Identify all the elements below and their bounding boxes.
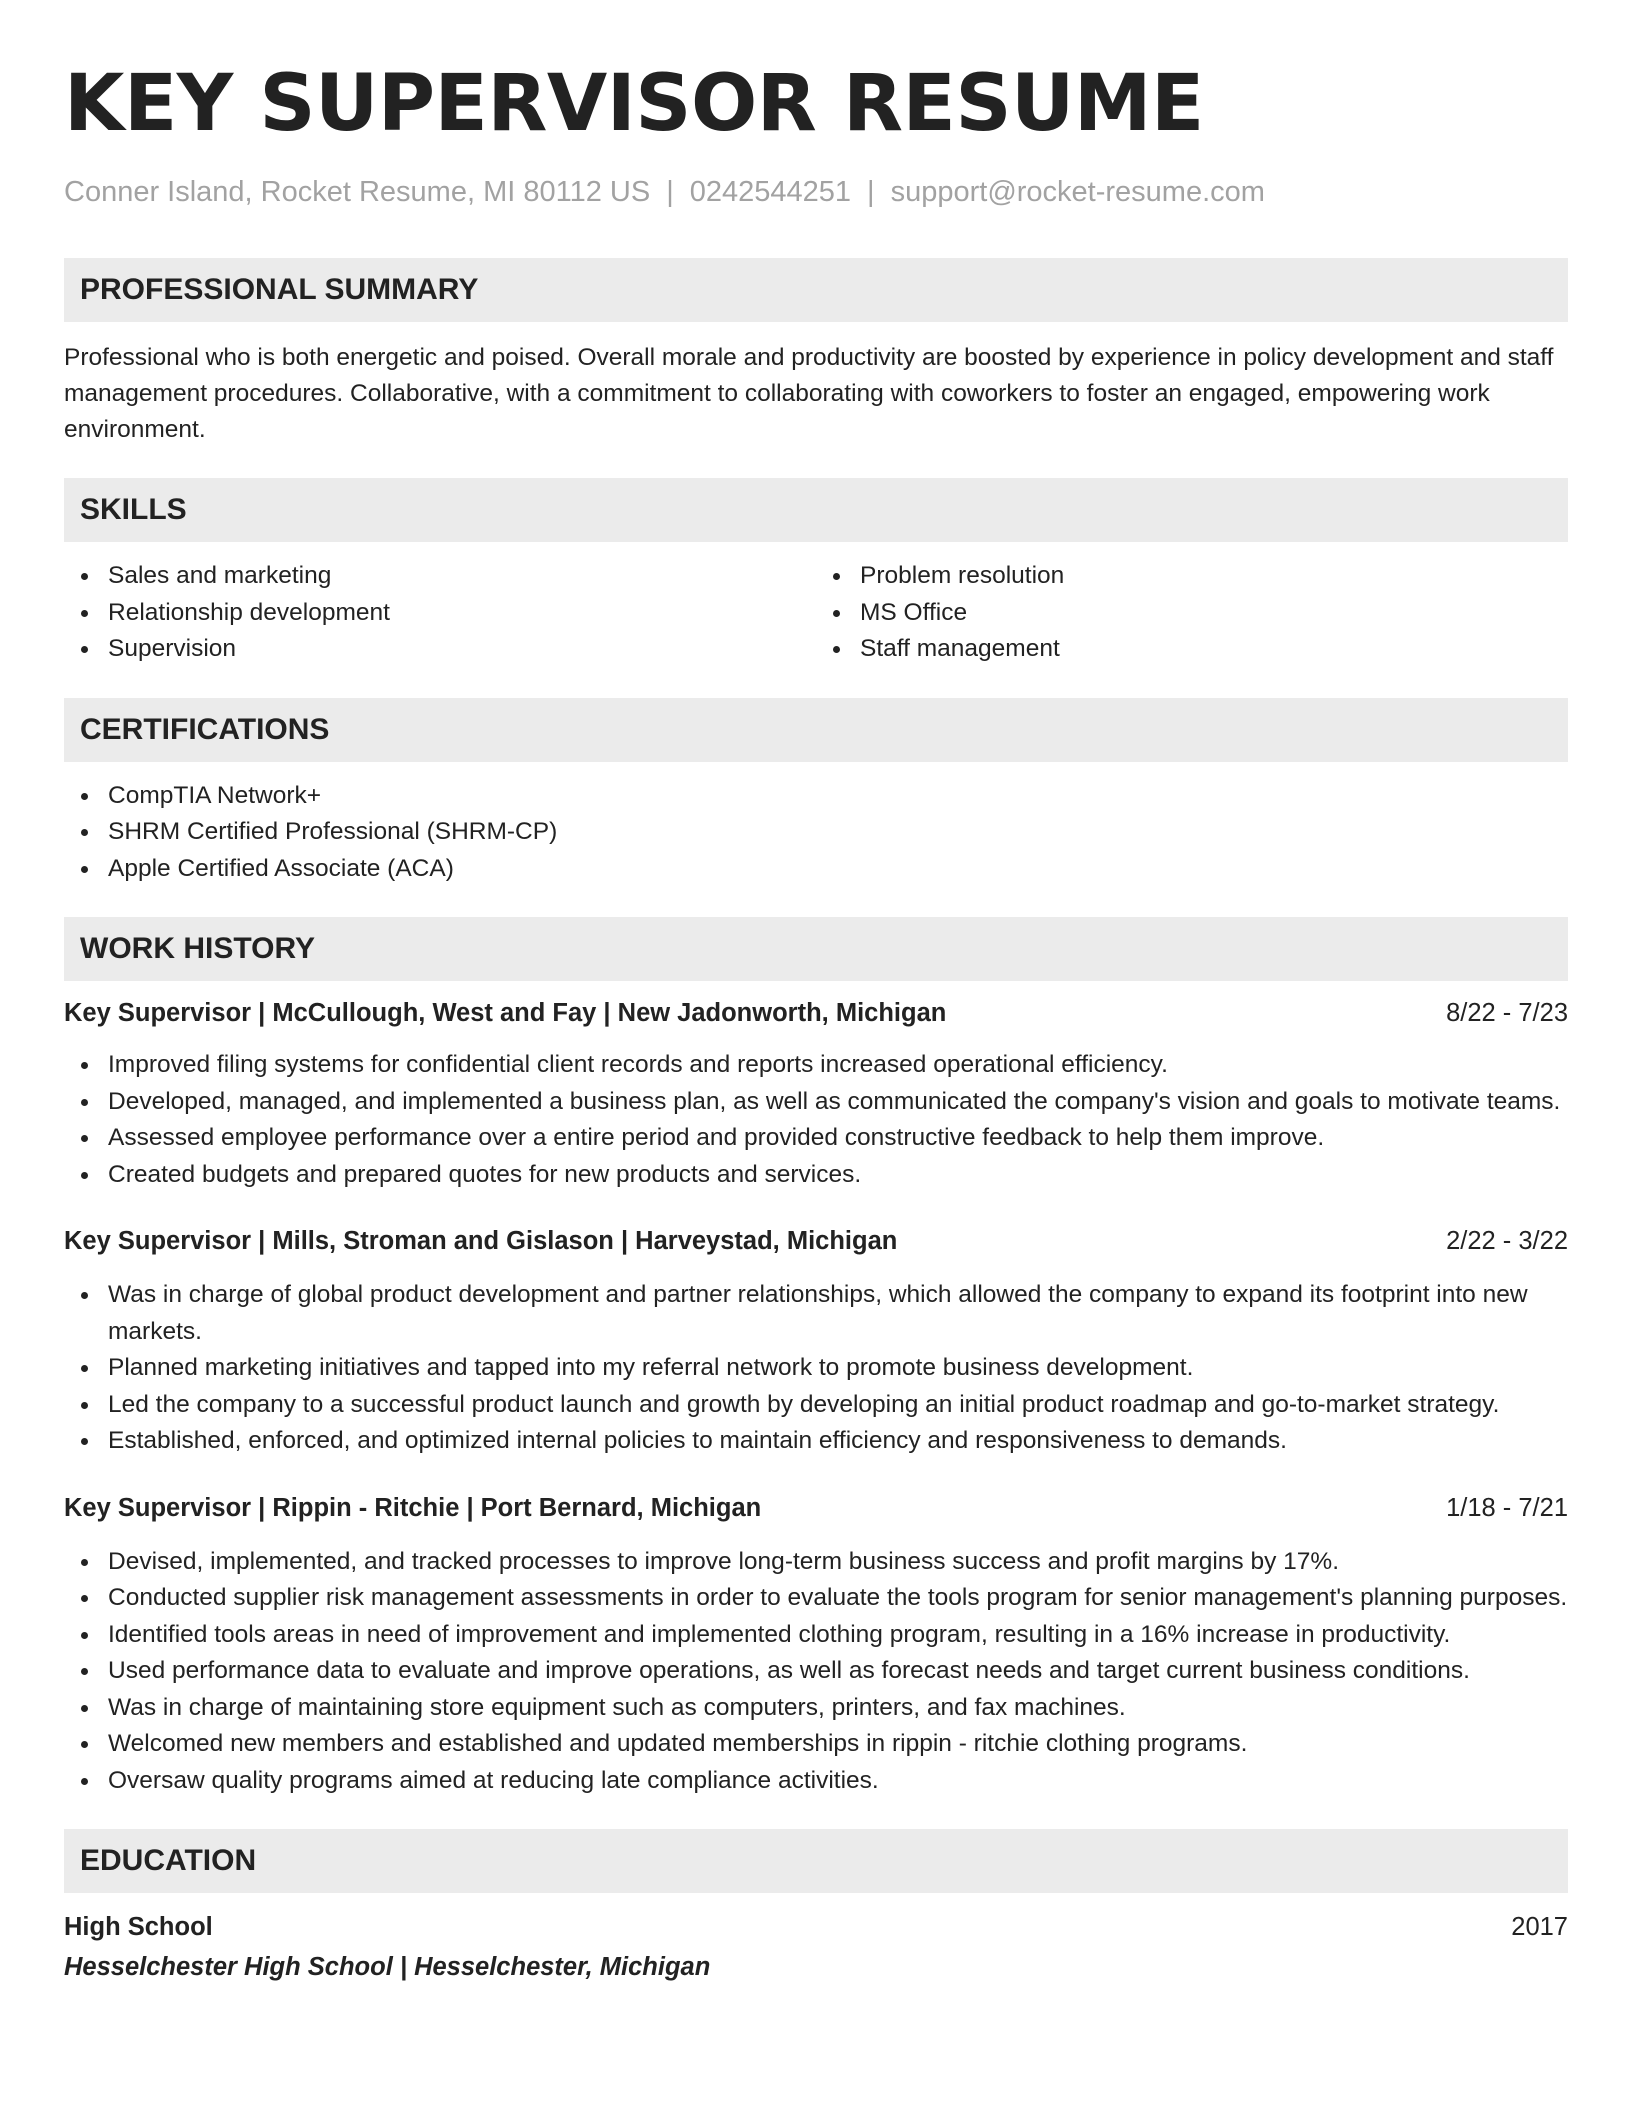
education-degree: High School bbox=[64, 1913, 213, 1941]
job-entry bbox=[64, 995, 1568, 1193]
skills-column-left bbox=[64, 558, 816, 668]
job-bullets bbox=[64, 1047, 1568, 1193]
job-bullet: Identified tools areas in need of improvement and implemented clothing program, resulting in a 16% increase in productivity. bbox=[64, 1617, 1568, 1654]
education-school: Hesselchester High School | Hesselchester, Michigan bbox=[64, 1953, 711, 1981]
job-bullet: Was in charge of global product development and partner relationships, which allowed the company to expand its footprint into new markets. bbox=[64, 1277, 1568, 1350]
skill-item: MS Office bbox=[816, 595, 1568, 632]
contact-phone: 0242544251 bbox=[689, 176, 852, 208]
skills-column-right bbox=[816, 558, 1568, 668]
contact-email[interactable]: support@rocket-resume.com bbox=[890, 176, 1265, 208]
education-entry bbox=[64, 1909, 1568, 1985]
section-header-summary: PROFESSIONAL SUMMARY bbox=[64, 258, 1568, 322]
job-bullet: Established, enforced, and optimized internal policies to maintain efficiency and responsiveness to demands. bbox=[64, 1423, 1568, 1460]
job-bullets bbox=[64, 1544, 1568, 1800]
certification-item: Apple Certified Associate (ACA) bbox=[64, 851, 1568, 888]
job-header bbox=[64, 1223, 1568, 1259]
job-entry bbox=[64, 1490, 1568, 1800]
job-dates: 1/18 - 7/21 bbox=[1446, 1493, 1568, 1522]
skill-item: Problem resolution bbox=[816, 558, 1568, 595]
job-header bbox=[64, 1490, 1568, 1526]
skill-item: Staff management bbox=[816, 631, 1568, 668]
certification-item: SHRM Certified Professional (SHRM-CP) bbox=[64, 814, 1568, 851]
job-bullet: Assessed employee performance over a entire period and provided constructive feedback to help them improve. bbox=[64, 1120, 1568, 1157]
job-dates: 8/22 - 7/23 bbox=[1446, 999, 1568, 1027]
job-bullet: Improved filing systems for confidential client records and reports increased operational efficiency. bbox=[64, 1047, 1568, 1084]
summary-text: Professional who is both energetic and poised. Overall morale and productivity are boosted by experience in policy development and staff management procedures. Collaborative, with a commitment to collaborating with coworkers to foster an engaged, empowering work environment. bbox=[64, 344, 1554, 443]
job-bullet: Led the company to a successful product launch and growth by developing an initial product roadmap and go-to-market strategy. bbox=[64, 1387, 1568, 1424]
contact-line bbox=[64, 174, 1568, 210]
job-header bbox=[64, 995, 1568, 1031]
job-heading: Key Supervisor | Rippin - Ritchie | Port Bernard, Michigan bbox=[64, 1493, 762, 1522]
job-bullet: Planned marketing initiatives and tapped into my referral network to promote business development. bbox=[64, 1350, 1568, 1387]
job-bullet: Created budgets and prepared quotes for new products and services. bbox=[64, 1157, 1568, 1194]
job-bullet: Welcomed new members and established and updated memberships in rippin - ritchie clothing programs. bbox=[64, 1726, 1568, 1763]
job-bullet: Devised, implemented, and tracked processes to improve long-term business success and profit margins by 17%. bbox=[64, 1544, 1568, 1581]
job-entry bbox=[64, 1223, 1568, 1460]
job-bullet: Was in charge of maintaining store equipment such as computers, printers, and fax machines. bbox=[64, 1690, 1568, 1727]
skill-item: Sales and marketing bbox=[64, 558, 816, 595]
skill-item: Supervision bbox=[64, 631, 816, 668]
section-header-certifications: CERTIFICATIONS bbox=[64, 698, 1568, 762]
skill-item: Relationship development bbox=[64, 595, 816, 632]
skills-list bbox=[64, 558, 1568, 668]
section-header-education: EDUCATION bbox=[64, 1829, 1568, 1893]
job-bullet: Developed, managed, and implemented a business plan, as well as communicated the company's vision and goals to motivate teams. bbox=[64, 1084, 1568, 1121]
contact-address: Conner Island, Rocket Resume, MI 80112 US bbox=[64, 176, 651, 208]
section-header-work-history: WORK HISTORY bbox=[64, 917, 1568, 981]
job-heading: Key Supervisor | Mills, Stroman and Gislason | Harveystad, Michigan bbox=[64, 1227, 898, 1255]
contact-separator: | bbox=[867, 176, 875, 208]
job-dates: 2/22 - 3/22 bbox=[1446, 1227, 1568, 1255]
section-header-skills: SKILLS bbox=[64, 478, 1568, 542]
job-bullet: Used performance data to evaluate and improve operations, as well as forecast needs and target current business conditions. bbox=[64, 1653, 1568, 1690]
education-year: 2017 bbox=[1511, 1913, 1568, 1941]
job-bullet: Conducted supplier risk management assessments in order to evaluate the tools program for senior management's planning purposes. bbox=[64, 1580, 1568, 1617]
job-heading: Key Supervisor | McCullough, West and Fay | New Jadonworth, Michigan bbox=[64, 999, 947, 1027]
certifications-list bbox=[64, 778, 1568, 888]
contact-separator: | bbox=[666, 176, 674, 208]
certification-item: CompTIA Network+ bbox=[64, 778, 1568, 815]
job-bullets bbox=[64, 1277, 1568, 1460]
job-bullet: Oversaw quality programs aimed at reducing late compliance activities. bbox=[64, 1763, 1568, 1800]
resume-title: KEY SUPERVISOR RESUME bbox=[64, 59, 1204, 149]
education-header bbox=[64, 1909, 1568, 1945]
